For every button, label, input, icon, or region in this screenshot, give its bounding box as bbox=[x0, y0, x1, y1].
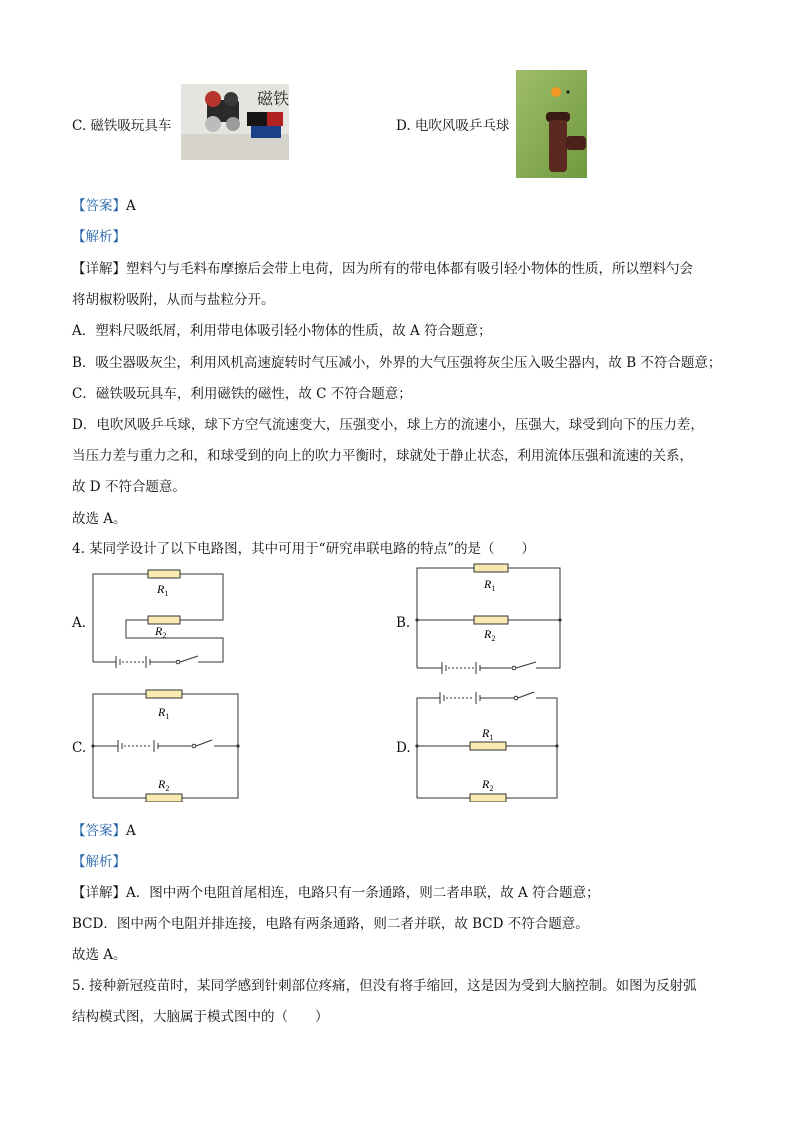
q4-question: 4. 某同学设计了以下电路图，其中可用于“研究串联电路的特点”的是（ ） bbox=[72, 541, 535, 557]
circuit-c-r2-label: $R_2$ bbox=[158, 777, 170, 793]
circuit-b-diagram bbox=[412, 560, 564, 674]
circuit-d-r2-label: $R_2$ bbox=[482, 777, 494, 793]
circuit-a-r1-resistor bbox=[148, 570, 180, 578]
q4-analysis-tag: 【解析】 bbox=[72, 854, 126, 870]
circuit-a-diagram bbox=[88, 562, 230, 674]
q3-detail-line2: 将胡椒粉吸附，从而与盐粒分开。 bbox=[72, 292, 275, 308]
q3-item-b: B．吸尘器吸灰尘，利用风机高速旋转时气压减小，外界的大气压强将灰尘压入吸尘器内，故 B 不符合题意； bbox=[72, 355, 722, 371]
circuit-a-r2-resistor bbox=[148, 616, 180, 624]
circuit-c-r2-resistor bbox=[146, 794, 182, 802]
circuit-a-r1-label: $R_1$ bbox=[157, 582, 169, 598]
answer-value: A bbox=[126, 198, 136, 214]
circuit-a-r2-label: $R_2$ bbox=[155, 624, 167, 640]
q3-detail-line1: 【详解】塑料勺与毛料布摩擦后会带上电荷，因为所有的带电体都有吸引轻小物体的性质，所以塑料勺会 bbox=[72, 261, 693, 277]
q3-analysis-tag: 【解析】 bbox=[72, 229, 126, 245]
q3-answer-line bbox=[72, 194, 136, 214]
option-d-label: D. 电吹风吸乒乓球 bbox=[396, 118, 510, 134]
circuit-c-r1-resistor bbox=[146, 690, 182, 698]
q4-detail-a: 【详解】A．图中两个电阻首尾相连，电路只有一条通路，则二者串联，故 A 符合题意； bbox=[72, 885, 600, 901]
magnet-toy-car-image bbox=[181, 84, 289, 160]
circuit-b-r2-label: $R_2$ bbox=[484, 627, 496, 643]
hairdryer-pingpong-image bbox=[516, 70, 587, 178]
circuit-b-r1-resistor bbox=[474, 564, 508, 572]
circuit-c-r1-label: $R_1$ bbox=[158, 705, 170, 721]
answer-value: A bbox=[126, 823, 136, 839]
q4-option-a-label: A. bbox=[72, 615, 87, 631]
answer-tag: 【答案】 bbox=[72, 198, 126, 214]
q3-item-d1: D．电吹风吸乒乓球，球下方空气流速变大，压强变小，球上方的流速小，压强大，球受到向下的压力差， bbox=[72, 417, 704, 433]
q3-item-d3: 故 D 不符合题意。 bbox=[72, 479, 186, 495]
circuit-d-r2-resistor bbox=[470, 794, 506, 802]
q3-item-d2: 当压力差与重力之和，和球受到的向上的吹力平衡时，球就处于静止状态，利用流体压强和流速的关系， bbox=[72, 448, 693, 464]
q3-item-c: C．磁铁吸玩具车，利用磁铁的磁性，故 C 不符合题意； bbox=[72, 386, 412, 402]
q3-item-a: A．塑料尺吸纸屑，利用带电体吸引轻小物体的性质，故 A 符合题意； bbox=[72, 323, 492, 339]
answer-tag: 【答案】 bbox=[72, 823, 126, 839]
option-c-label: C. 磁铁吸玩具车 bbox=[72, 118, 172, 134]
q4-conclusion: 故选 A。 bbox=[72, 947, 127, 963]
circuit-c-diagram bbox=[88, 686, 242, 802]
q4-answer-line bbox=[72, 819, 136, 839]
circuit-d-diagram bbox=[412, 690, 562, 802]
q4-option-c-label: C. bbox=[72, 740, 87, 756]
q3-conclusion: 故选 A。 bbox=[72, 511, 127, 527]
magnet-caption: 磁铁 bbox=[257, 91, 289, 108]
circuit-b-r1-label: $R_1$ bbox=[484, 577, 496, 593]
magnet-toy-car-photo bbox=[181, 84, 289, 160]
circuit-d-r1-resistor bbox=[470, 742, 506, 750]
q4-detail-bcd: BCD．图中两个电阻并排连接，电路有两条通路，则二者并联，故 BCD 不符合题意。 bbox=[72, 916, 589, 932]
q4-option-d-label: D. bbox=[396, 740, 411, 756]
q5-question-line2: 结构模式图，大脑属于模式图中的（ ） bbox=[72, 1009, 329, 1025]
circuit-b-r2-resistor bbox=[474, 616, 508, 624]
q5-question-line1: 5. 接种新冠疫苗时，某同学感到针刺部位疼痛，但没有将手缩回，这是因为受到大脑控制。如图为反射弧 bbox=[72, 978, 697, 994]
q4-option-b-label: B. bbox=[396, 615, 411, 631]
circuit-d-r1-label: $R_1$ bbox=[482, 726, 494, 742]
hairdryer-pingpong-photo bbox=[516, 70, 587, 178]
